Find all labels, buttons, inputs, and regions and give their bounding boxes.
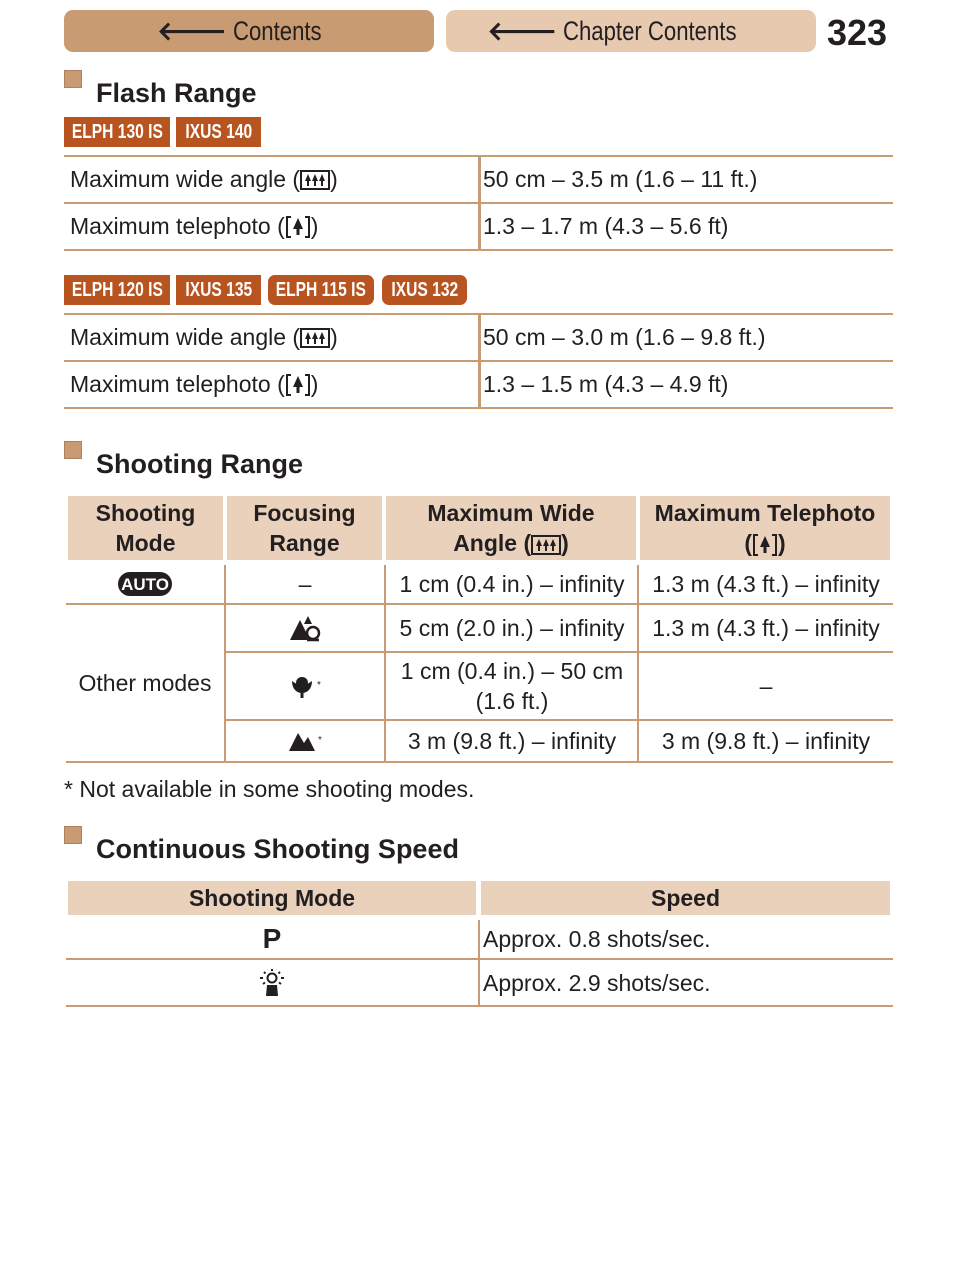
- model-badge: IXUS 135: [176, 275, 261, 305]
- table-divider: [478, 920, 480, 1007]
- table-divider: [637, 565, 639, 763]
- contents-button[interactable]: [64, 10, 434, 52]
- table-cell: [226, 721, 384, 761]
- arrow-left-icon: 🡐: [487, 15, 558, 46]
- header-shooting-mode: Shooting Mode: [68, 881, 476, 915]
- header-focusing-range: Focusing Range: [227, 496, 382, 560]
- table-divider: [479, 313, 481, 407]
- page-number: 323: [827, 12, 888, 53]
- table-cell: 1.3 m (4.3 ft.) – infinity: [652, 571, 880, 597]
- section-title-shooting-range: Shooting Range: [96, 449, 303, 479]
- section-marker-icon: [64, 826, 82, 844]
- section-title-flash-range: Flash Range: [96, 78, 257, 108]
- wide-angle-icon: [531, 534, 561, 556]
- section-marker-icon: [64, 70, 82, 88]
- telephoto-icon: [285, 215, 311, 239]
- model-badge: IXUS 140: [176, 117, 261, 147]
- auto-macro-icon: [288, 614, 322, 642]
- footnote: * Not available in some shooting modes.: [64, 776, 475, 802]
- table-divider: [66, 761, 893, 763]
- table-cell: 5 cm (2.0 in.) – infinity: [399, 615, 625, 641]
- table-cell: 3 m (9.8 ft.) – infinity: [661, 728, 871, 754]
- table-cell: –: [759, 673, 773, 699]
- svg-text:AUTO: AUTO: [121, 575, 169, 594]
- section-title-continuous: Continuous Shooting Speed: [96, 834, 459, 864]
- table-cell: Approx. 0.8 shots/sec.: [483, 926, 711, 952]
- table-divider: [479, 155, 481, 249]
- asterisk: *: [318, 735, 322, 746]
- program-p-icon: P: [262, 923, 282, 954]
- auto-mode-icon: [117, 571, 173, 597]
- table-cell: 1.3 – 1.5 m (4.3 – 4.9 ft): [483, 371, 729, 397]
- asterisk: *: [317, 680, 321, 691]
- model-badge: ELPH 120 IS: [64, 275, 170, 305]
- table-cell: Maximum telephoto ( ): [64, 362, 480, 407]
- table-cell: 50 cm – 3.0 m (1.6 – 9.8 ft.): [483, 324, 766, 350]
- table-cell: 1.3 – 1.7 m (4.3 – 5.6 ft): [483, 213, 729, 239]
- header-shooting-mode: Shooting Mode: [68, 496, 223, 560]
- table-cell: Maximum wide angle ( ): [64, 315, 480, 360]
- program-mode-cell: [66, 920, 478, 958]
- section-marker-icon: [64, 441, 82, 459]
- telephoto-icon: [752, 533, 778, 557]
- table-cell: 3 m (9.8 ft.) – infinity: [407, 728, 617, 754]
- table-cell: 1 cm (0.4 in.) – infinity: [399, 571, 625, 597]
- table-cell: [226, 605, 384, 651]
- low-light-mode-cell: [66, 961, 478, 1005]
- table-divider: [66, 603, 893, 605]
- chapter-contents-label: Chapter Contents: [563, 15, 737, 46]
- header-max-telephoto: Maximum Telephoto ( ): [640, 496, 890, 560]
- arrow-left-icon: 🡐: [157, 15, 227, 46]
- table-cell: –: [298, 571, 312, 597]
- table-divider: [384, 565, 386, 763]
- wide-angle-icon: [300, 169, 330, 191]
- table-cell: 1 cm (0.4 in.) – 50 cm (1.6 ft.): [400, 658, 624, 714]
- low-light-icon: [257, 968, 287, 998]
- table-cell: Maximum wide angle ( ): [64, 157, 480, 202]
- model-badge: ELPH 130 IS: [64, 117, 170, 147]
- macro-icon: [289, 673, 315, 699]
- other-modes-label: Other modes: [78, 670, 212, 696]
- table-cell: [226, 653, 384, 719]
- table-divider: [226, 719, 893, 721]
- table-cell: Maximum telephoto ( ): [64, 204, 480, 249]
- infinity-icon: [288, 729, 316, 753]
- table-divider: [224, 565, 226, 763]
- header-max-wide-angle: Maximum Wide Angle ( ): [386, 496, 636, 560]
- table-cell: 50 cm – 3.5 m (1.6 – 11 ft.): [483, 166, 758, 192]
- chapter-contents-button[interactable]: [446, 10, 816, 52]
- telephoto-icon: [285, 373, 311, 397]
- model-badge: ELPH 115 IS: [268, 275, 374, 305]
- table-cell: 1.3 m (4.3 ft.) – infinity: [652, 615, 880, 641]
- auto-mode-cell: [66, 565, 224, 603]
- model-badges-group1: [64, 117, 564, 147]
- contents-label: Contents: [232, 15, 322, 46]
- model-badges-group2: [64, 275, 484, 305]
- wide-angle-icon: [300, 327, 330, 349]
- header-speed: Speed: [481, 881, 890, 915]
- table-divider: [226, 651, 893, 653]
- model-badge: IXUS 132: [382, 275, 467, 305]
- table-cell: Approx. 2.9 shots/sec.: [483, 970, 711, 996]
